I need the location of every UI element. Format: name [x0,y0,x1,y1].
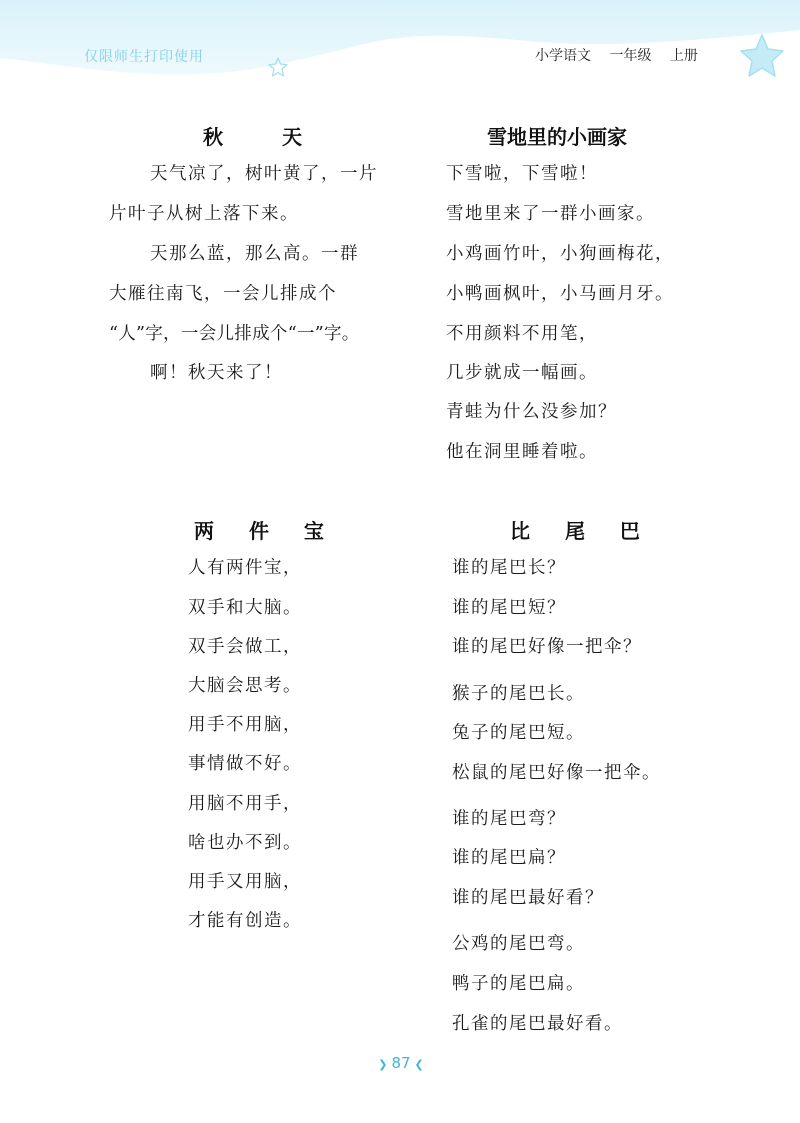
poem-line: 谁的尾巴弯？ [452,809,566,829]
poem-line: 用手又用脑， [188,872,302,892]
poem-line: 鸭子的尾巴扁。 [452,974,585,994]
grade-label: 一年级 [609,48,652,64]
poem-line: 谁的尾巴短？ [452,598,566,618]
page-number [373,1054,429,1072]
poem-line: 兔子的尾巴短。 [452,723,585,743]
poem-line: 猴子的尾巴长。 [452,684,585,704]
poem-line: 啊！秋天来了！ [150,363,283,383]
poem-line: 小鸭画枫叶，小马画月牙。 [446,284,674,304]
star-small-icon [268,57,288,77]
watermark-text: 仅限师生打印使用 [84,49,204,65]
poem-line: 小鸡画竹叶，小狗画梅花， [446,244,674,264]
poem-line: 公鸡的尾巴弯。 [452,934,585,954]
poem-line: 谁的尾巴长？ [452,558,566,578]
poem-line: 片叶子从树上落下来。 [109,204,299,224]
poem-line: 双手和大脑。 [188,598,302,618]
poem-line: 他在洞里睡着啦。 [446,442,598,462]
poem-title-autumn: 秋 天 [203,125,328,149]
poem-line: 用手不用脑， [188,715,302,735]
poem-line: 青蛙为什么没参加？ [446,402,617,422]
poem-line: 大脑会思考。 [188,676,302,696]
poem-line: 双手会做工， [188,637,302,657]
poem-line: 天气凉了，树叶黄了，一片 [150,164,378,184]
poem-line: 松鼠的尾巴好像一把伞。 [452,763,661,783]
poem-line: 人有两件宝， [188,558,302,578]
poem-line: 谁的尾巴扁？ [452,848,566,868]
chevron-left-icon: ❮ [414,1058,424,1071]
subject-label: 小学语文 [535,48,591,64]
poem-title-two-treasures: 两 件 宝 [194,519,338,543]
poem-line: “人”字，一会儿排成个“一”字。 [109,324,360,344]
star-large-icon [738,32,786,80]
volume-label: 上册 [669,48,698,64]
poem-line: 不用颜料不用笔， [446,324,598,344]
poem-line: 用脑不用手， [188,794,302,814]
poem-line: 啥也办不到。 [188,833,302,853]
poem-title-snow-painters: 雪地里的小画家 [487,125,627,149]
poem-line: 天那么蓝，那么高。一群 [150,244,359,264]
poem-line: 几步就成一幅画。 [446,363,598,383]
poem-line: 下雪啦，下雪啦！ [446,164,598,184]
poem-line: 才能有创造。 [188,911,302,931]
poem-line: 谁的尾巴好像一把伞？ [452,637,642,657]
poem-line: 谁的尾巴最好看？ [452,888,604,908]
book-info [535,45,712,65]
poem-line: 大雁往南飞，一会儿排成个 [109,284,337,304]
poem-line: 孔雀的尾巴最好看。 [452,1014,623,1034]
chevron-right-icon: ❯ [378,1058,388,1071]
poem-line: 雪地里来了一群小画家。 [446,204,655,224]
poem-line: 事情做不好。 [188,754,302,774]
poem-title-tails: 比 尾 巴 [510,519,654,543]
page-number-value: 87 [391,1054,411,1072]
